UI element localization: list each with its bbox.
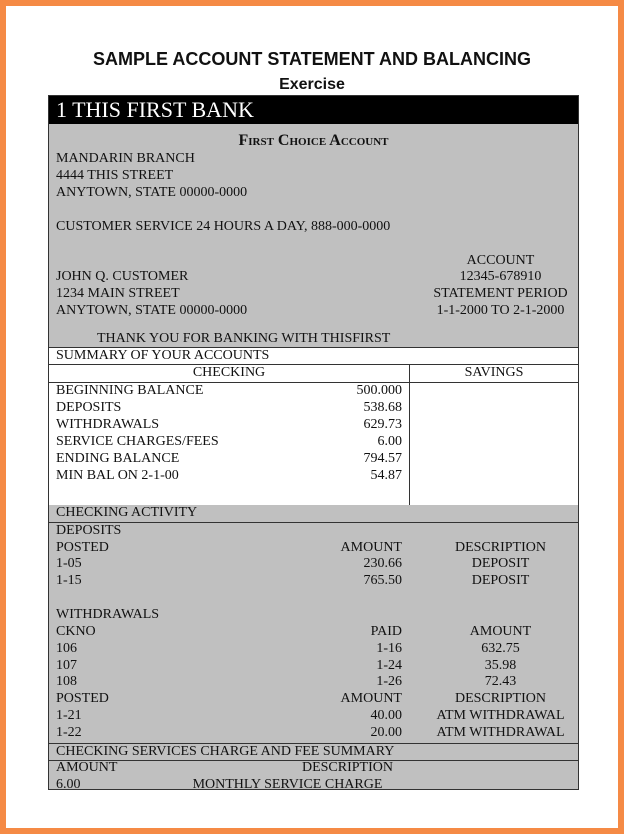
check-paid: 1-26 xyxy=(376,674,402,689)
check-amount: 35.98 xyxy=(484,658,517,673)
withdrawal-amount: 20.00 xyxy=(370,725,402,740)
branch-city: ANYTOWN, STATE 00000-0000 xyxy=(56,185,248,200)
deposit-posted: 1-15 xyxy=(56,573,82,588)
account-label: ACCOUNT xyxy=(466,253,535,268)
withdrawals-label: WITHDRAWALS xyxy=(56,607,160,622)
check-number: 107 xyxy=(56,658,77,673)
fee-amount-header: AMOUNT xyxy=(56,760,118,775)
check-amount: 72.43 xyxy=(484,674,517,689)
summary-label: DEPOSITS xyxy=(56,400,122,415)
summary-label: BEGINNING BALANCE xyxy=(56,383,204,398)
fee-description-header: DESCRIPTION xyxy=(301,760,393,775)
document-subtitle: Exercise xyxy=(279,76,345,93)
customer-city: ANYTOWN, STATE 00000-0000 xyxy=(56,303,248,318)
description-header: DESCRIPTION xyxy=(454,691,546,706)
summary-value: 500.000 xyxy=(356,383,402,398)
summary-value: 54.87 xyxy=(370,468,402,483)
summary-table xyxy=(49,365,578,505)
paid-header: PAID xyxy=(370,624,402,639)
check-paid: 1-24 xyxy=(376,658,402,673)
withdrawal-description: ATM WITHDRAWAL xyxy=(436,725,565,740)
customer-service: CUSTOMER SERVICE 24 HOURS A DAY, 888-000-0000 xyxy=(56,219,391,234)
summary-value: 6.00 xyxy=(377,434,402,449)
deposits-label: DEPOSITS xyxy=(56,523,122,538)
bank-name: 1 THIS FIRST BANK xyxy=(56,97,254,122)
activity-details xyxy=(49,523,578,743)
savings-column-header: SAVINGS xyxy=(464,365,524,380)
check-number: 108 xyxy=(56,674,77,689)
withdrawal-posted: 1-22 xyxy=(56,725,82,740)
deposit-amount: 230.66 xyxy=(363,556,402,571)
header-info xyxy=(49,124,578,347)
check-number: 106 xyxy=(56,641,77,656)
summary-value: 538.68 xyxy=(363,400,402,415)
account-number: 12345-678910 xyxy=(459,269,542,284)
check-amount: 632.75 xyxy=(481,641,520,656)
deposit-amount: 765.50 xyxy=(363,573,402,588)
fee-amount: 6.00 xyxy=(56,777,81,792)
amount-header: AMOUNT xyxy=(340,691,402,706)
fee-heading-row xyxy=(49,744,578,760)
bank-header xyxy=(49,96,578,124)
summary-heading: SUMMARY OF YOUR ACCOUNTS xyxy=(56,348,270,363)
amount-header: AMOUNT xyxy=(340,540,402,555)
column-divider xyxy=(409,365,410,505)
fee-heading: CHECKING SERVICES CHARGE AND FEE SUMMARY xyxy=(56,744,395,759)
activity-heading: CHECKING ACTIVITY xyxy=(56,505,198,520)
summary-label: SERVICE CHARGES/FEES xyxy=(56,434,219,449)
summary-label: WITHDRAWALS xyxy=(56,417,160,432)
statement-period: 1-1-2000 TO 2-1-2000 xyxy=(436,303,565,318)
fee-table xyxy=(49,760,578,792)
customer-name: JOHN Q. CUSTOMER xyxy=(56,269,189,284)
checking-column-header: CHECKING xyxy=(192,365,266,380)
branch-name: MANDARIN BRANCH xyxy=(56,151,195,166)
summary-label: ENDING BALANCE xyxy=(56,451,180,466)
activity-heading-row xyxy=(49,505,578,522)
branch-street: 4444 THIS STREET xyxy=(56,168,174,183)
summary-value: 629.73 xyxy=(363,417,402,432)
statement-sheet xyxy=(48,95,579,790)
posted-header: POSTED xyxy=(56,691,109,706)
ckno-header: CKNO xyxy=(56,624,96,639)
fee-description: MONTHLY SERVICE CHARGE xyxy=(192,777,383,792)
withdrawal-amount: 40.00 xyxy=(370,708,402,723)
statement-period-label: STATEMENT PERIOD xyxy=(433,286,568,301)
withdrawal-description: ATM WITHDRAWAL xyxy=(436,708,565,723)
deposit-posted: 1-05 xyxy=(56,556,82,571)
deposit-description: DEPOSIT xyxy=(471,573,530,588)
description-header: DESCRIPTION xyxy=(454,540,546,555)
summary-value: 794.57 xyxy=(363,451,402,466)
customer-street: 1234 MAIN STREET xyxy=(56,286,180,301)
summary-label: MIN BAL ON 2-1-00 xyxy=(56,468,179,483)
posted-header: POSTED xyxy=(56,540,109,555)
withdrawal-posted: 1-21 xyxy=(56,708,82,723)
deposit-description: DEPOSIT xyxy=(471,556,530,571)
check-paid: 1-16 xyxy=(376,641,402,656)
thank-you-note: THANK YOU FOR BANKING WITH THISFIRST xyxy=(97,331,391,346)
check-amount-header: AMOUNT xyxy=(469,624,532,639)
document-title: SAMPLE ACCOUNT STATEMENT AND BALANCING xyxy=(93,49,531,69)
account-name: First Choice Account xyxy=(238,132,389,149)
summary-heading-row xyxy=(49,348,578,364)
